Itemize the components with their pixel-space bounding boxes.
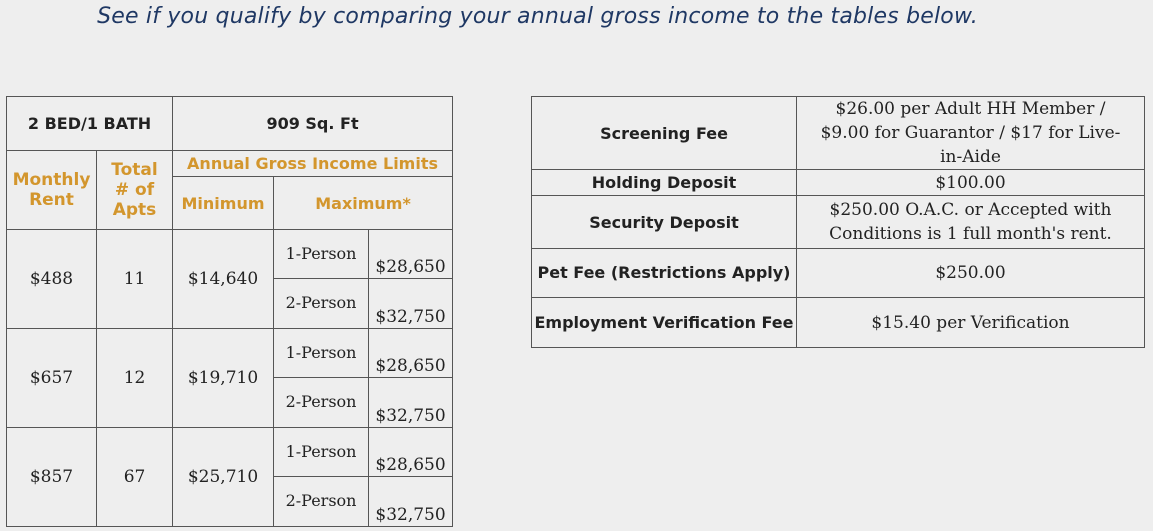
table-row bbox=[532, 298, 1145, 348]
household-size: 1-Person bbox=[274, 329, 369, 378]
fee-label: Screening Fee bbox=[532, 97, 797, 170]
household-size: 2-Person bbox=[274, 378, 369, 428]
fee-label: Employment Verification Fee bbox=[532, 298, 797, 348]
minimum-value: $25,710 bbox=[173, 428, 274, 527]
rent-value: $488 bbox=[7, 230, 97, 329]
header-monthly-rent: Monthly Rent bbox=[7, 151, 97, 230]
rent-value: $857 bbox=[7, 428, 97, 527]
table-row bbox=[532, 170, 1145, 196]
household-size: 1-Person bbox=[274, 428, 369, 477]
maximum-value: $28,650 bbox=[369, 428, 453, 477]
maximum-value: $32,750 bbox=[369, 378, 453, 428]
apts-value: 12 bbox=[97, 329, 173, 428]
maximum-value: $28,650 bbox=[369, 329, 453, 378]
household-size: 2-Person bbox=[274, 279, 369, 329]
table-row bbox=[7, 329, 453, 378]
header-maximum: Maximum* bbox=[274, 177, 453, 230]
minimum-value: $19,710 bbox=[173, 329, 274, 428]
rent-value: $657 bbox=[7, 329, 97, 428]
unit-size: 909 Sq. Ft bbox=[173, 97, 453, 151]
fee-value: $100.00 bbox=[797, 170, 1145, 196]
maximum-value: $32,750 bbox=[369, 279, 453, 329]
apts-value: 67 bbox=[97, 428, 173, 527]
unit-type: 2 BED/1 BATH bbox=[7, 97, 173, 151]
header-income-limits: Annual Gross Income Limits bbox=[173, 151, 453, 177]
fee-label: Security Deposit bbox=[532, 196, 797, 249]
table-row bbox=[532, 97, 1145, 170]
page-heading: See if you qualify by comparing your annual gross income to the tables below. bbox=[97, 4, 978, 29]
income-limits-table bbox=[6, 96, 453, 527]
header-minimum: Minimum bbox=[173, 177, 274, 230]
maximum-value: $32,750 bbox=[369, 477, 453, 527]
fee-value: $15.40 per Verification bbox=[797, 298, 1145, 348]
fee-value: $250.00 O.A.C. or Accepted with Conditions is 1 full month's rent. bbox=[797, 196, 1145, 249]
minimum-value: $14,640 bbox=[173, 230, 274, 329]
table-row bbox=[532, 249, 1145, 298]
fee-value: $26.00 per Adult HH Member / $9.00 for Guarantor / $17 for Live-in-Aide bbox=[797, 97, 1145, 170]
table-row bbox=[7, 230, 453, 279]
fee-label: Pet Fee (Restrictions Apply) bbox=[532, 249, 797, 298]
fees-table bbox=[531, 96, 1145, 348]
fee-value: $250.00 bbox=[797, 249, 1145, 298]
fee-label: Holding Deposit bbox=[532, 170, 797, 196]
maximum-value: $28,650 bbox=[369, 230, 453, 279]
household-size: 1-Person bbox=[274, 230, 369, 279]
table-row bbox=[532, 196, 1145, 249]
table-row bbox=[7, 428, 453, 477]
header-total-apts: Total # of Apts bbox=[97, 151, 173, 230]
household-size: 2-Person bbox=[274, 477, 369, 527]
apts-value: 11 bbox=[97, 230, 173, 329]
